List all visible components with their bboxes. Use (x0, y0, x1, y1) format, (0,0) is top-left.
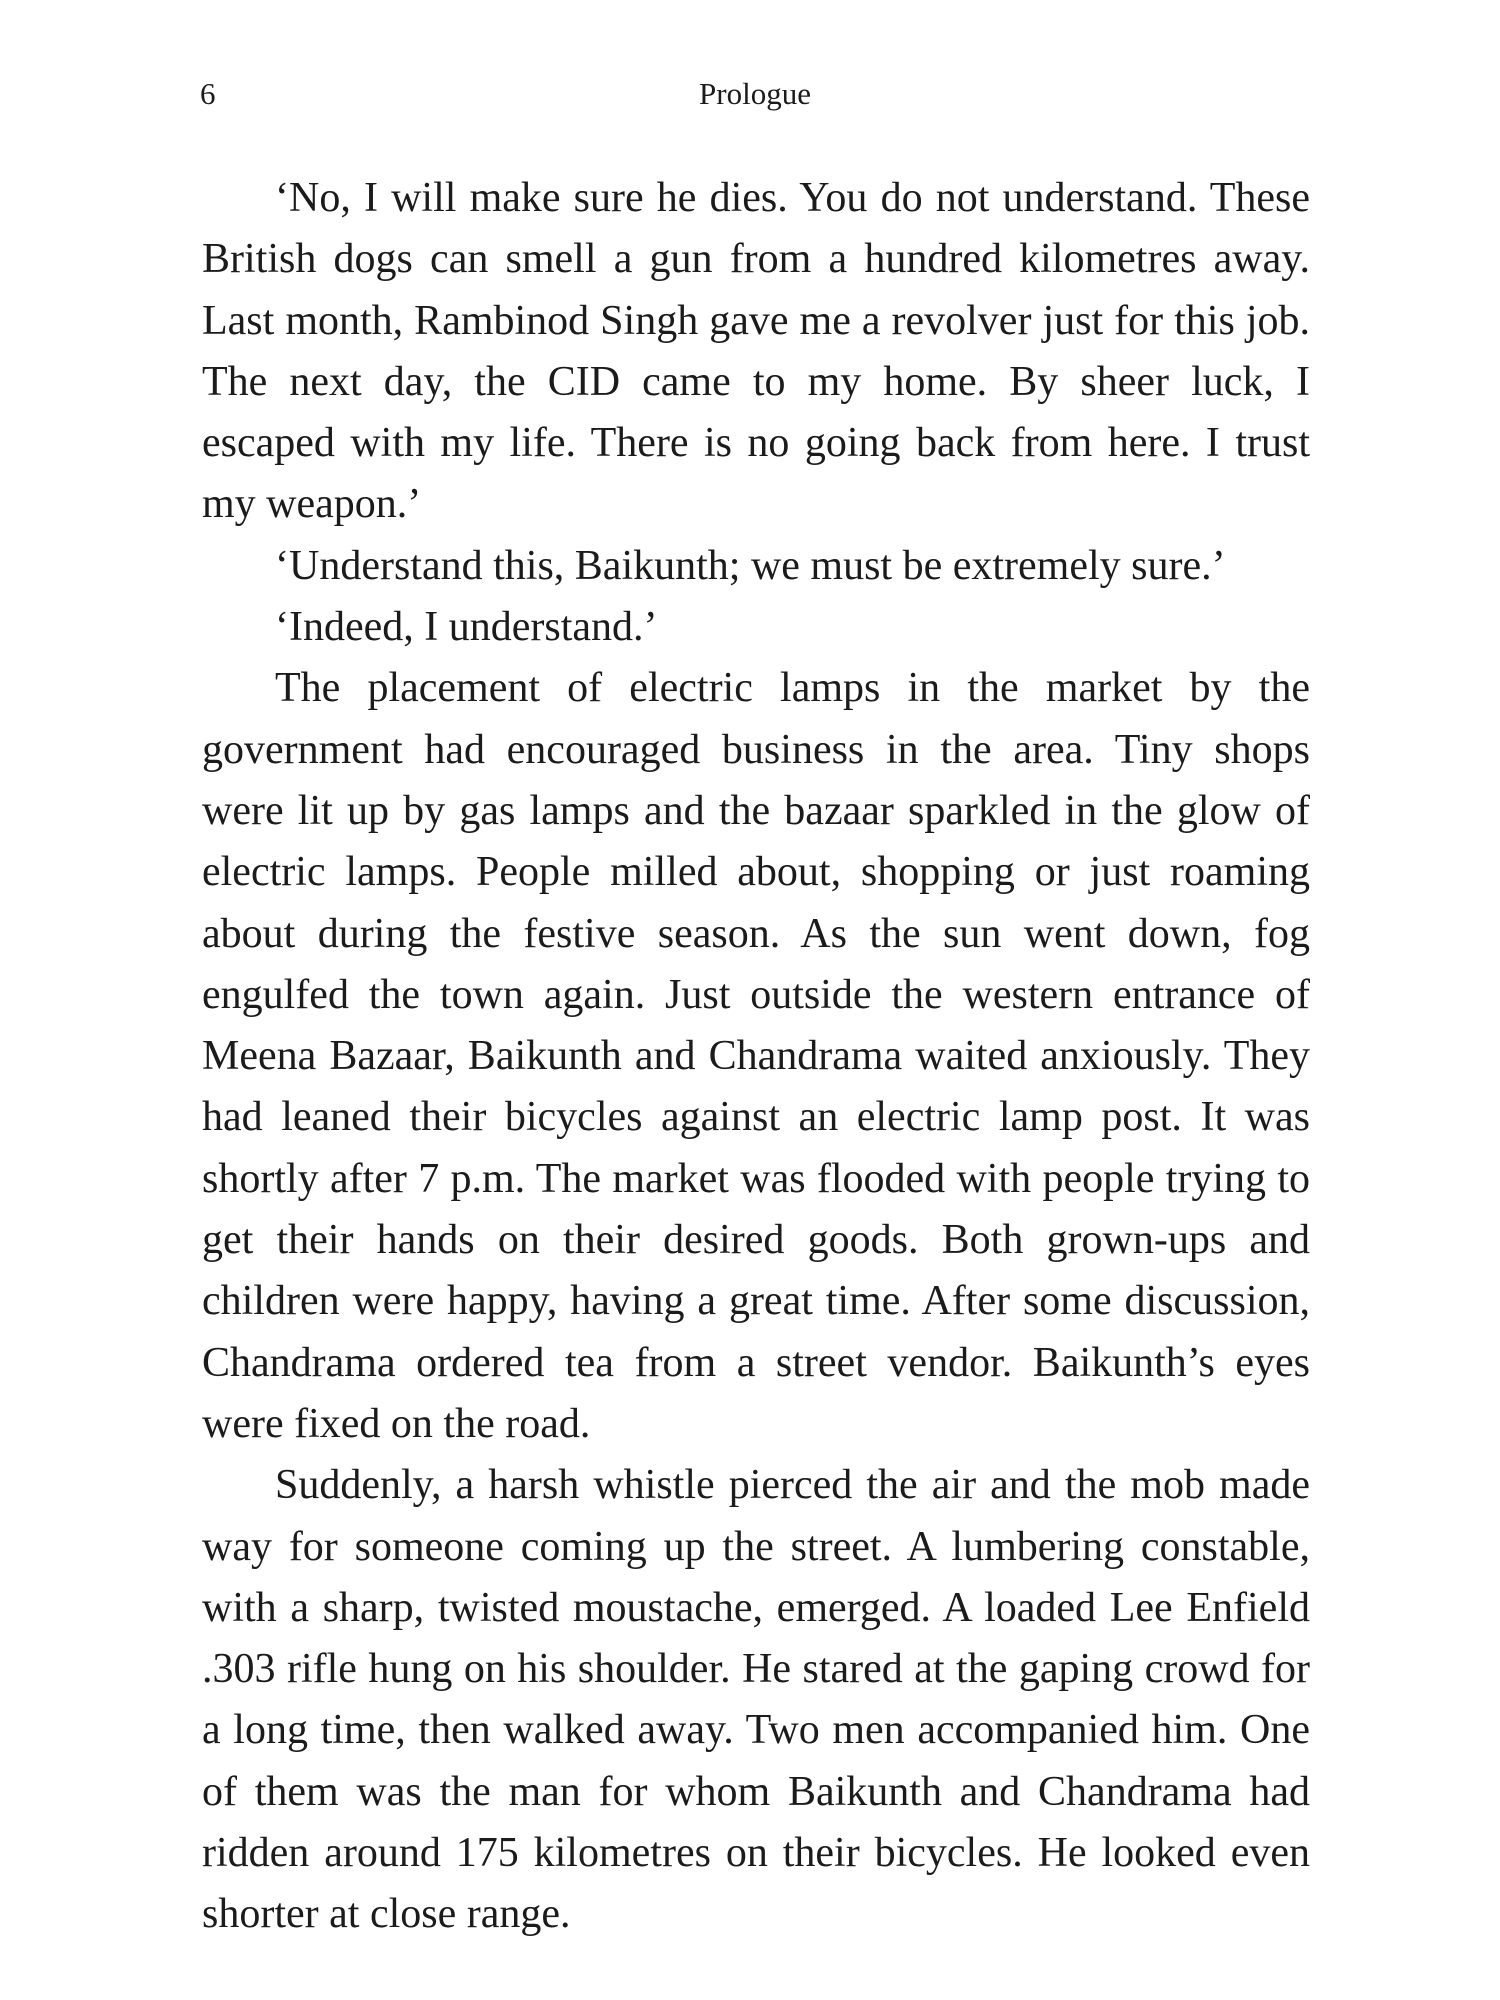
chapter-title: Prologue (699, 76, 811, 111)
body-text (202, 168, 1310, 1946)
paragraph: ‘Indeed, I understand.’ (275, 604, 658, 651)
running-head (200, 70, 1310, 118)
paragraph: The placement of electric lamps in the market by the government had encouraged business in the area. Tiny shops were lit up by gas lamps and the bazaar sparkled in the glow of electric lamps. People milled about, shopping or just roaming about during the festive season. As the sun went down, fog engulfed the town again. Just outside the western entrance of Meena Bazaar, Baikunth and Chandrama waited anxiously. They had leaned their bicycles against an electric lamp post. It was shortly after 7 p.m. The market was flooded with people trying to get their hands on their desired goods. Both grown-ups and children were happy, having a great time. After some discussion, Chandrama ordered tea from a street vendor. Baikunth’s eyes were fixed on the road. (202, 665, 1310, 1447)
paragraph: Suddenly, a harsh whistle pierced the air and the mob made way for someone coming up the street. A lumbering constable, with a sharp, twisted moustache, emerged. A loaded Lee Enfield .303 rifle hung on his shoulder. He stared at the gaping crowd for a long time, then walked away. Two men accompanied him. One of them was the man for whom Baikunth and Chandrama had ridden around 175 kilometres on their bicycles. He looked even shorter at close range. (202, 1462, 1310, 1938)
paragraph: ‘Understand this, Baikunth; we must be extremely sure.’ (275, 542, 1226, 589)
paragraph: ‘No, I will make sure he dies. You do not understand. These British dogs can smell a gun from a hundred kilometres away. Last month, Rambinod Singh gave me a revolver just for this job. The next day, the CID came to my home. By sheer luck, I escaped with my life. There is no going back from here. I trust my weapon.’ (202, 175, 1310, 528)
page-number: 6 (200, 76, 216, 111)
